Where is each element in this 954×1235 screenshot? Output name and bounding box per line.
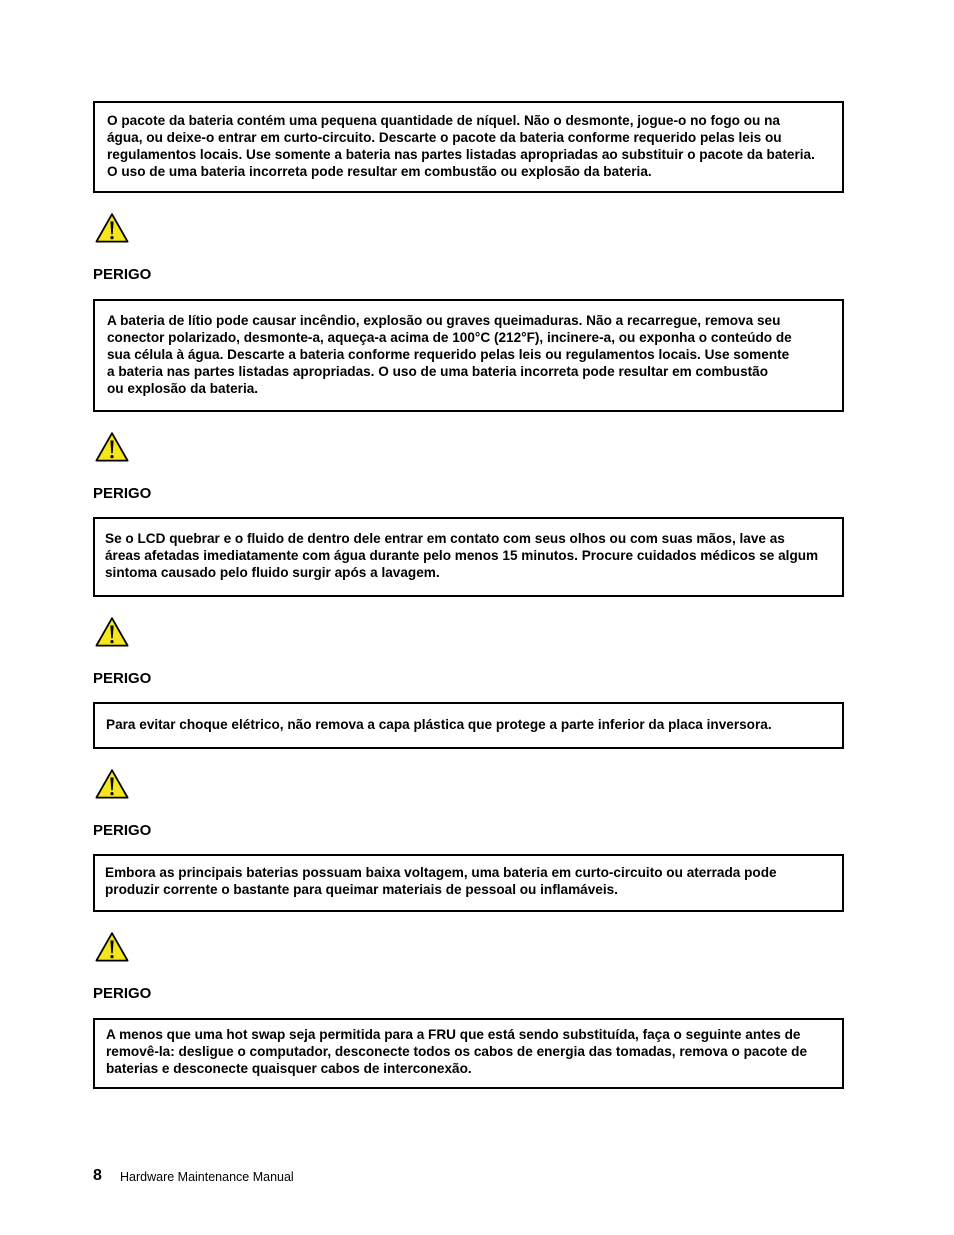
notice-line: água, ou deixe-o entrar em curto-circuito. Descarte o pacote da bateria conforme requerido pelas leis ou xyxy=(107,130,782,145)
warning-icon-graphic xyxy=(95,212,129,244)
notice-line: conector polarizado, desmonte-a, aqueça-a acima de 100°C (212°F), incinere-a, ou exponha o conteúdo de xyxy=(107,330,792,345)
exclamation-dot xyxy=(110,236,113,239)
notice-line: produzir corrente o bastante para queimar materiais de pessoal ou inflamáveis. xyxy=(105,882,618,897)
warning-icon-graphic xyxy=(95,431,129,463)
notice-line: Para evitar choque elétrico, não remova a capa plástica que protege a parte inferior da placa inversora. xyxy=(106,717,772,732)
notice-line: A menos que uma hot swap seja permitida para a FRU que está sendo substituída, faça o seguinte antes de xyxy=(106,1027,801,1042)
warning-icon xyxy=(95,931,129,963)
notice-box xyxy=(93,854,844,912)
notice-line: O uso de uma bateria incorreta pode resultar em combustão ou explosão da bateria. xyxy=(107,164,652,179)
warning-icon-graphic xyxy=(95,616,129,648)
notice-line: Se o LCD quebrar e o fluido de dentro dele entrar em contato com seus olhos ou com suas mãos, lave as xyxy=(105,531,785,546)
notice-line: removê-la: desligue o computador, desconecte todos os cabos de energia das tomadas, remova o pacote de xyxy=(106,1044,808,1059)
notice-line: baterias e desconecte quaisquer cabos de interconexão. xyxy=(106,1061,472,1076)
warning-icon-graphic xyxy=(95,931,129,963)
danger-heading: PERIGO xyxy=(93,266,152,283)
notice-line: a bateria nas partes listadas apropriadas. O uso de uma bateria incorreta pode resultar em combustão xyxy=(107,364,769,379)
danger-heading: PERIGO xyxy=(93,485,152,502)
exclamation-dot xyxy=(110,955,113,958)
warning-icon xyxy=(95,431,129,463)
notice-line: Embora as principais baterias possuam baixa voltagem, uma bateria em curto-circuito ou aterrada pode xyxy=(105,865,777,880)
notice-line: ou explosão da bateria. xyxy=(107,381,259,396)
notice-box xyxy=(93,517,844,597)
notice-line: áreas afetadas imediatamente com água durante pelo menos 15 minutos. Procure cuidados médicos se algum xyxy=(105,548,819,563)
warning-icon xyxy=(95,768,129,800)
exclamation-dot xyxy=(110,640,113,643)
manual-title: Hardware Maintenance Manual xyxy=(120,1170,294,1184)
warning-icon xyxy=(95,212,129,244)
notice-box xyxy=(93,702,844,749)
notice-line: A bateria de lítio pode causar incêndio, explosão ou graves queimaduras. Não a recarregue, remova seu xyxy=(107,313,781,328)
danger-heading: PERIGO xyxy=(93,670,152,687)
exclamation-dot xyxy=(110,455,113,458)
notice-box xyxy=(93,1018,844,1089)
notice-line: sua célula à água. Descarte a bateria conforme requerido pelas leis ou regulamentos locais. Use somente xyxy=(107,347,790,362)
warning-icon-graphic xyxy=(95,768,129,800)
notice-box xyxy=(93,101,844,193)
exclamation-dot xyxy=(110,792,113,795)
page-number: 8 xyxy=(93,1167,102,1184)
warning-icon xyxy=(95,616,129,648)
notice-line: regulamentos locais. Use somente a bateria nas partes listadas apropriadas ao substituir o pacote da bateria. xyxy=(107,147,815,162)
notice-line: O pacote da bateria contém uma pequena quantidade de níquel. Não o desmonte, jogue-o no fogo ou na xyxy=(107,113,780,128)
danger-heading: PERIGO xyxy=(93,985,152,1002)
notice-line: sintoma causado pelo fluido surgir após a lavagem. xyxy=(105,565,440,580)
danger-heading: PERIGO xyxy=(93,822,152,839)
notice-box xyxy=(93,299,844,412)
